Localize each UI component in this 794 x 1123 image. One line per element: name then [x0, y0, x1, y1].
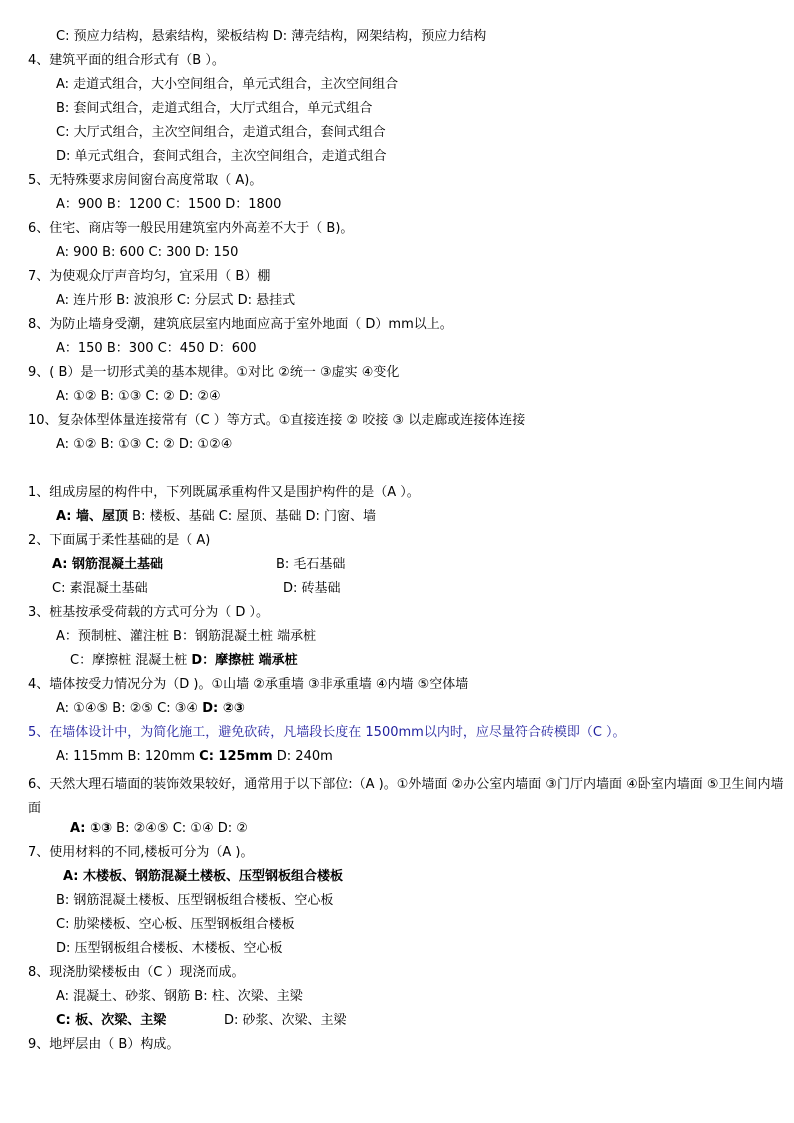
s2-q6-answer: A: ①③: [70, 821, 113, 836]
s2-q1-rest: B: 楼板、基础 C: 屋顶、基础 D: 门窗、墙: [128, 509, 376, 524]
s2-q3-answer: D：摩擦桩 端承桩: [191, 653, 298, 668]
s2-q3-option-cd: [70, 653, 298, 669]
q4-option-d: D: 单元式组合，套间式组合，主次空间组合，走道式组合: [56, 149, 387, 164]
s2-q7-option-d: D: 压型钢板组合楼板、木楼板、空心板: [56, 941, 283, 956]
s2-question-8: 8、现浇肋梁楼板由（C ）现浇而成。: [28, 965, 245, 980]
s2-q8-option-ab: A: 混凝土、砂浆、钢筋 B: 柱、次梁、主梁: [56, 989, 303, 1004]
q8-options: A：150 B：300 C：450 D：600: [56, 341, 257, 356]
s2-q5-answer: C: 125mm: [199, 749, 273, 764]
s2-q5-options: [56, 749, 333, 765]
s2-q8-answer: C: 板、次梁、主梁: [56, 1013, 167, 1028]
q4-option-c: C: 大厅式组合，主次空间组合，走道式组合，套间式组合: [56, 125, 386, 140]
s2-q1-answer: A: 墙、屋顶: [56, 509, 129, 524]
question-5: 5、无特殊要求房间窗台高度常取（ A)。: [28, 173, 263, 188]
s2-q4-answer: D: ②③: [202, 701, 245, 716]
s2-question-7: 7、使用材料的不同,楼板可分为（A )。: [28, 845, 254, 860]
q9-options: A: ①② B: ①③ C: ② D: ②④: [56, 389, 221, 404]
s2-question-5: 5、在墙体设计中，为简化施工，避免砍砖，凡墙段长度在 1500mm以内时，应尽量符合砖模即（C ）。: [28, 725, 626, 740]
s2-q7-option-b: B: 钢筋混凝土楼板、压型钢板组合楼板、空心板: [56, 893, 334, 908]
question-4: 4、建筑平面的组合形式有（B ）。: [28, 53, 225, 68]
question-9: 9、( B）是一切形式美的基本规律。①对比 ②统一 ③虚实 ④变化: [28, 365, 400, 380]
s2-q2-option-b: B: 毛石基础: [276, 557, 346, 572]
question-7: 7、为使观众厅声音均匀，宜采用（ B）棚: [28, 269, 271, 284]
s2-q2-answer: A: 钢筋混凝土基础: [52, 557, 164, 572]
s2-question-6: 6、天然大理石墙面的装饰效果较好，通常用于以下部位:（A )。①外墙面 ②办公室内墙面 ③门厅内墙面 ④卧室内墙面 ⑤卫生间内墙面: [28, 777, 784, 816]
s2-q2-option-a: [52, 557, 163, 573]
s2-q5-option-d: D: 240m: [272, 749, 333, 764]
s2-q2-option-c: C: 素混凝土基础: [52, 581, 148, 596]
question-6: 6、住宅、商店等一般民用建筑室内外高差不大于（ B)。: [28, 221, 354, 236]
s2-q7-option-a: A: 木楼板、钢筋混凝土楼板、压型钢板组合楼板: [63, 869, 344, 884]
s2-q4-option-abc: A: ①④⑤ B: ②⑤ C: ③④: [56, 701, 203, 716]
s2-question-1: 1、组成房屋的构件中，下列既属承重构件又是围护构件的是（A ）。: [28, 485, 420, 500]
q10-options: A: ①② B: ①③ C: ② D: ①②④: [56, 437, 233, 452]
s2-question-4: 4、墙体按受力情况分为（D )。①山墙 ②承重墙 ③非承重墙 ④内墙 ⑤空体墙: [28, 677, 469, 692]
s2-question-3: 3、桩基按承受荷载的方式可分为（ D ）。: [28, 605, 270, 620]
s2-q3-option-c: C：摩擦桩 混凝土桩: [70, 653, 192, 668]
s2-q1-options: [56, 509, 376, 525]
q6-options: A: 900 B: 600 C: 300 D: 150: [56, 245, 239, 260]
question-10: 10、复杂体型体量连接常有（C ）等方式。①直接连接 ② 咬接 ③ 以走廊或连接体连接: [28, 413, 526, 428]
s2-q8-option-d: D: 砂浆、次梁、主梁: [224, 1013, 347, 1028]
q4-option-a: A: 走道式组合，大小空间组合，单元式组合，主次空间组合: [56, 77, 399, 92]
s2-q3-option-ab: A：预制桩、灌注桩 B：钢筋混凝土桩 端承桩: [56, 629, 317, 644]
q3-option-cd: C: 预应力结构，悬索结构，梁板结构 D: 薄壳结构，网架结构，预应力结构: [56, 29, 487, 44]
q4-option-b: B: 套间式组合，走道式组合，大厅式组合，单元式组合: [56, 101, 373, 116]
q5-options: A：900 B：1200 C：1500 D：1800: [56, 197, 282, 212]
s2-q6-options: [70, 821, 248, 837]
s2-q2-option-d: D: 砖基础: [283, 581, 341, 596]
q7-options: A: 连片形 B: 波浪形 C: 分层式 D: 悬挂式: [56, 293, 296, 308]
s2-q7-option-c: C: 肋梁楼板、空心板、压型钢板组合楼板: [56, 917, 295, 932]
s2-question-2: 2、下面属于柔性基础的是（ A): [28, 533, 211, 548]
s2-q4-options: [56, 701, 245, 717]
s2-q6-rest: B: ②④⑤ C: ①④ D: ②: [112, 821, 248, 836]
s2-q5-option-ab: A: 115mm B: 120mm: [56, 749, 200, 764]
question-8: 8、为防止墙身受潮，建筑底层室内地面应高于室外地面（ D）mm以上。: [28, 317, 453, 332]
s2-question-9: 9、地坪层由（ B）构成。: [28, 1037, 180, 1052]
